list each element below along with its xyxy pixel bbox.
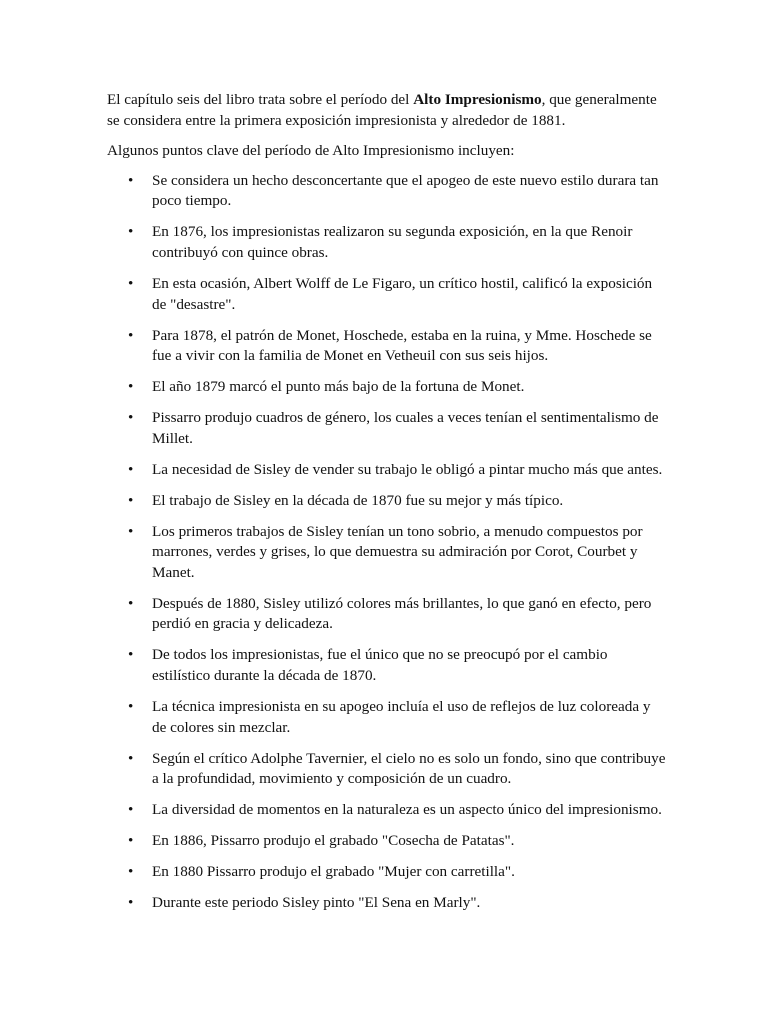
list-item: • En 1880 Pissarro produjo el grabado "Mujer con carretilla". [107,862,667,883]
list-item: • Se considera un hecho desconcertante que el apogeo de este nuevo estilo durara tan poco tiempo. [107,171,667,212]
list-item: • Durante este periodo Sisley pinto "El Sena en Marly". [107,893,667,914]
intro-text-after: , que generalmente se considera entre la primera exposición impresionista y alrededor de 1881. [107,91,657,129]
intro-bold-term: Alto Impresionismo [413,91,542,108]
list-item: • El trabajo de Sisley en la década de 1870 fue su mejor y más típico. [107,491,667,512]
list-item: • En 1876, los impresionistas realizaron su segunda exposición, en la que Renoir contribuyó con quince obras. [107,222,667,263]
list-item: • Después de 1880, Sisley utilizó colores más brillantes, lo que ganó en efecto, pero perdió en gracia y delicadeza. [107,594,667,635]
list-item: • Pissarro produjo cuadros de género, los cuales a veces tenían el sentimentalismo de Millet. [107,408,667,449]
intro-text-before: El capítulo seis del libro trata sobre el período del [107,91,414,108]
key-points-list [107,171,667,914]
document-page [107,90,667,924]
list-item: • Según el crítico Adolphe Tavernier, el cielo no es solo un fondo, sino que contribuye a la profundidad, movimiento y composición de un cuadro. [107,749,667,790]
list-item: • La necesidad de Sisley de vender su trabajo le obligó a pintar mucho más que antes. [107,460,667,481]
list-item: • La técnica impresionista en su apogeo incluía el uso de reflejos de luz coloreada y de colores sin mezclar. [107,697,667,738]
list-item: • Para 1878, el patrón de Monet, Hoschede, estaba en la ruina, y Mme. Hoschede se fue a vivir con la familia de Monet en Vetheuil con sus seis hijos. [107,326,667,367]
intro-paragraph [107,90,667,131]
list-item: • Los primeros trabajos de Sisley tenían un tono sobrio, a menudo compuestos por marrones, verdes y grises, lo que demuestra su admiración por Corot, Courbet y Manet. [107,522,667,584]
list-item: • El año 1879 marcó el punto más bajo de la fortuna de Monet. [107,377,667,398]
list-item: • En 1886, Pissarro produjo el grabado "Cosecha de Patatas". [107,831,667,852]
list-item: • De todos los impresionistas, fue el único que no se preocupó por el cambio estilístico durante la década de 1870. [107,645,667,686]
list-item: • La diversidad de momentos en la naturaleza es un aspecto único del impresionismo. [107,800,667,821]
list-item: • En esta ocasión, Albert Wolff de Le Figaro, un crítico hostil, calificó la exposición de "desastre". [107,274,667,315]
lead-paragraph: Algunos puntos clave del período de Alto Impresionismo incluyen: [107,142,515,160]
